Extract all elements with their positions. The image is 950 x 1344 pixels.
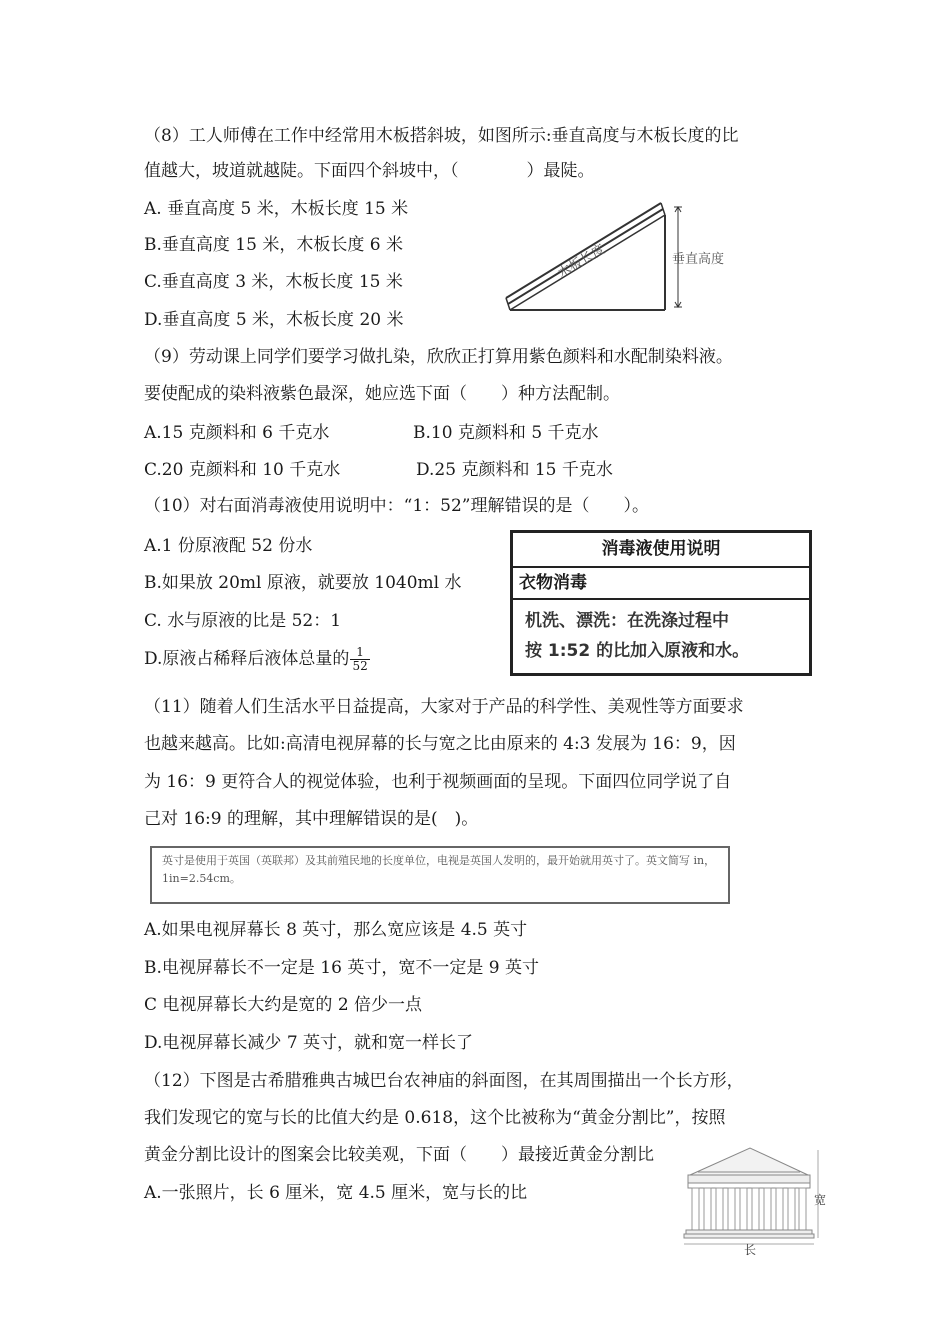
q10-option-a: A.1 份原液配 52 份水 [144,536,313,556]
q12-line3: 黄金分割比设计的图案会比较美观，下面（ ）最接近黄金分割比 [144,1145,654,1165]
instructions-title: 消毒液使用说明 [513,533,809,568]
length-label: 长 [744,1243,757,1257]
q9-option-d: D.25 克颜料和 15 千克水 [416,460,613,480]
inch-note-box: 英寸是使用于英国（英联邦）及其前殖民地的长度单位，电视是英国人发明的，最开始就用英寸了。英文简写 in，1in=2.54cm。 [150,846,730,904]
q8-option-d: D.垂直高度 5 米，木板长度 20 米 [144,310,404,330]
q10-line1: （10）对右面消毒液使用说明中：“1：52”理解错误的是（ ）。 [144,496,649,516]
fraction-denominator: 52 [352,659,368,673]
q9-line1: （9）劳动课上同学们要学习做扎染，欣欣正打算用紫色颜料和水配制染料液。 [144,347,733,367]
width-label: 宽 [814,1193,827,1207]
q9-option-c: C.20 克颜料和 10 千克水 [144,460,341,480]
q9-option-a: A.15 克颜料和 6 千克水 [144,423,330,443]
q11-line4: 己对 16:9 的理解，其中理解错误的是( )。 [144,809,479,829]
q11-line3: 为 16：9 更符合人的视觉体验，也利于视频画面的呈现。下面四位同学说了自 [144,772,732,792]
q11-option-a: A.如果电视屏幕长 8 英寸，那么宽应该是 4.5 英寸 [144,920,528,940]
fraction [350,646,369,673]
fraction-numerator: 1 [350,646,369,660]
q12-line2: 我们发现它的宽与长的比值大约是 0.618，这个比被称为“黄金分割比”，按照 [144,1108,726,1128]
q10-option-c: C. 水与原液的比是 52：1 [144,611,342,631]
q8-option-b: B.垂直高度 15 米，木板长度 6 米 [144,235,403,255]
q12-line1: （12）下图是古希腊雅典古城巴台农神庙的斜面图，在其周围描出一个长方形， [144,1071,744,1091]
q11-option-c: C 电视屏幕长大约是宽的 2 倍少一点 [144,995,423,1015]
vertical-height-label: 垂直高度 [672,252,725,267]
q8-option-c: C.垂直高度 3 米，木板长度 15 米 [144,272,403,292]
disinfectant-instructions-box [510,530,812,676]
q11-line2: 也越来越高。比如:高清电视屏幕的长与宽之比由原来的 4:3 发展为 16：9，因 [144,734,736,754]
instructions-line1: 机洗、漂洗：在洗涤过程中 [525,611,729,631]
q8-line1: （8）工人师傅在工作中经常用木板搭斜坡，如图所示:垂直高度与木板长度的比 [144,126,739,146]
q12-option-a: A.一张照片，长 6 厘米，宽 4.5 厘米，宽与长的比 [144,1183,528,1203]
q8-line2: 值越大，坡道就越陡。下面四个斜坡中，（ ）最陡。 [144,161,595,181]
q11-line1: （11）随着人们生活水平日益提高，大家对于产品的科学性、美观性等方面要求 [144,697,744,717]
q9-option-b: B.10 克颜料和 5 千克水 [413,423,599,443]
q9-line2: 要使配成的染料液紫色最深，她应选下面（ ）种方法配制。 [144,384,620,404]
instructions-subtitle: 衣物消毒 [513,568,809,600]
q11-option-b: B.电视屏幕长不一定是 16 英寸，宽不一定是 9 英寸 [144,958,539,978]
q10-option-d [144,646,370,673]
q8-option-a: A. 垂直高度 5 米，木板长度 15 米 [144,199,409,219]
q10-option-b: B.如果放 20ml 原液，就要放 1040ml 水 [144,573,462,593]
parthenon-figure [680,1140,830,1258]
q11-option-d: D.电视屏幕长减少 7 英寸，就和宽一样长了 [144,1033,474,1053]
q10-option-d-text: D.原液占稀释后液体总量的 [144,649,350,669]
ramp-figure [496,188,746,318]
instructions-body [513,600,809,672]
instructions-line2: 按 1:52 的比加入原液和水。 [525,641,750,661]
board-length-label: 木板长度 [555,241,608,282]
